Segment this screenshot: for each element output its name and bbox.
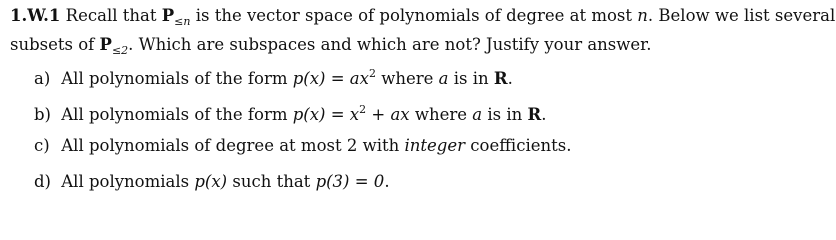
problem-line-1	[10, 4, 836, 33]
problem-label: 1.W.1	[10, 6, 61, 25]
item-variable: a	[438, 69, 449, 88]
polynomial-space-subscript: ≤2	[111, 44, 129, 57]
item-formula: + ax	[371, 105, 410, 124]
polynomial-space-symbol: P	[161, 6, 175, 25]
item-marker: c)	[34, 136, 50, 155]
item-text: coefficients.	[470, 136, 572, 155]
degree-variable: n	[637, 6, 648, 25]
item-text: is in	[487, 105, 523, 124]
real-numbers-symbol: R	[527, 105, 542, 124]
item-marker: a)	[34, 69, 51, 88]
item-formula: p(x) = x	[292, 105, 360, 124]
item-formula: p(x) = ax	[292, 69, 369, 88]
problem-text: is the vector space of polynomials of degree at most	[195, 6, 633, 25]
item-formula-exponent: 2	[359, 103, 367, 116]
polynomial-space-symbol: P	[99, 35, 112, 54]
item-text: All polynomials of degree at most 2 with	[61, 136, 400, 155]
item-formula: p(x)	[194, 172, 228, 191]
item-marker: b)	[34, 105, 51, 124]
problem-text: Recall that	[65, 6, 157, 25]
list-item	[34, 99, 824, 135]
list-item	[34, 135, 824, 171]
item-marker: d)	[34, 172, 51, 191]
item-formula: p(3) = 0	[315, 172, 385, 191]
item-text: where	[381, 69, 434, 88]
problem-text: . Which are subspaces and which are not? Justify your answer.	[128, 35, 652, 54]
list-item	[34, 171, 824, 207]
item-text: .	[384, 172, 390, 191]
item-emphasis: integer	[404, 136, 466, 155]
item-variable: a	[472, 105, 483, 124]
item-text: is in	[453, 69, 489, 88]
problem-statement	[10, 4, 836, 62]
subset-list	[34, 63, 824, 207]
item-text: where	[414, 105, 468, 124]
item-text: All polynomials of the form	[61, 69, 288, 88]
item-formula-exponent: 2	[368, 67, 376, 80]
item-text: .	[541, 105, 547, 124]
problem-text: . Below we list several	[647, 6, 836, 25]
list-item	[34, 63, 824, 99]
item-text: such that	[232, 172, 311, 191]
item-text: All polynomials	[61, 172, 190, 191]
polynomial-space-subscript: ≤n	[174, 15, 191, 28]
problem-line-2	[10, 33, 830, 62]
item-text: .	[507, 69, 513, 88]
real-numbers-symbol: R	[493, 69, 508, 88]
problem-text: subsets of	[10, 35, 95, 54]
item-text: All polynomials of the form	[61, 105, 288, 124]
